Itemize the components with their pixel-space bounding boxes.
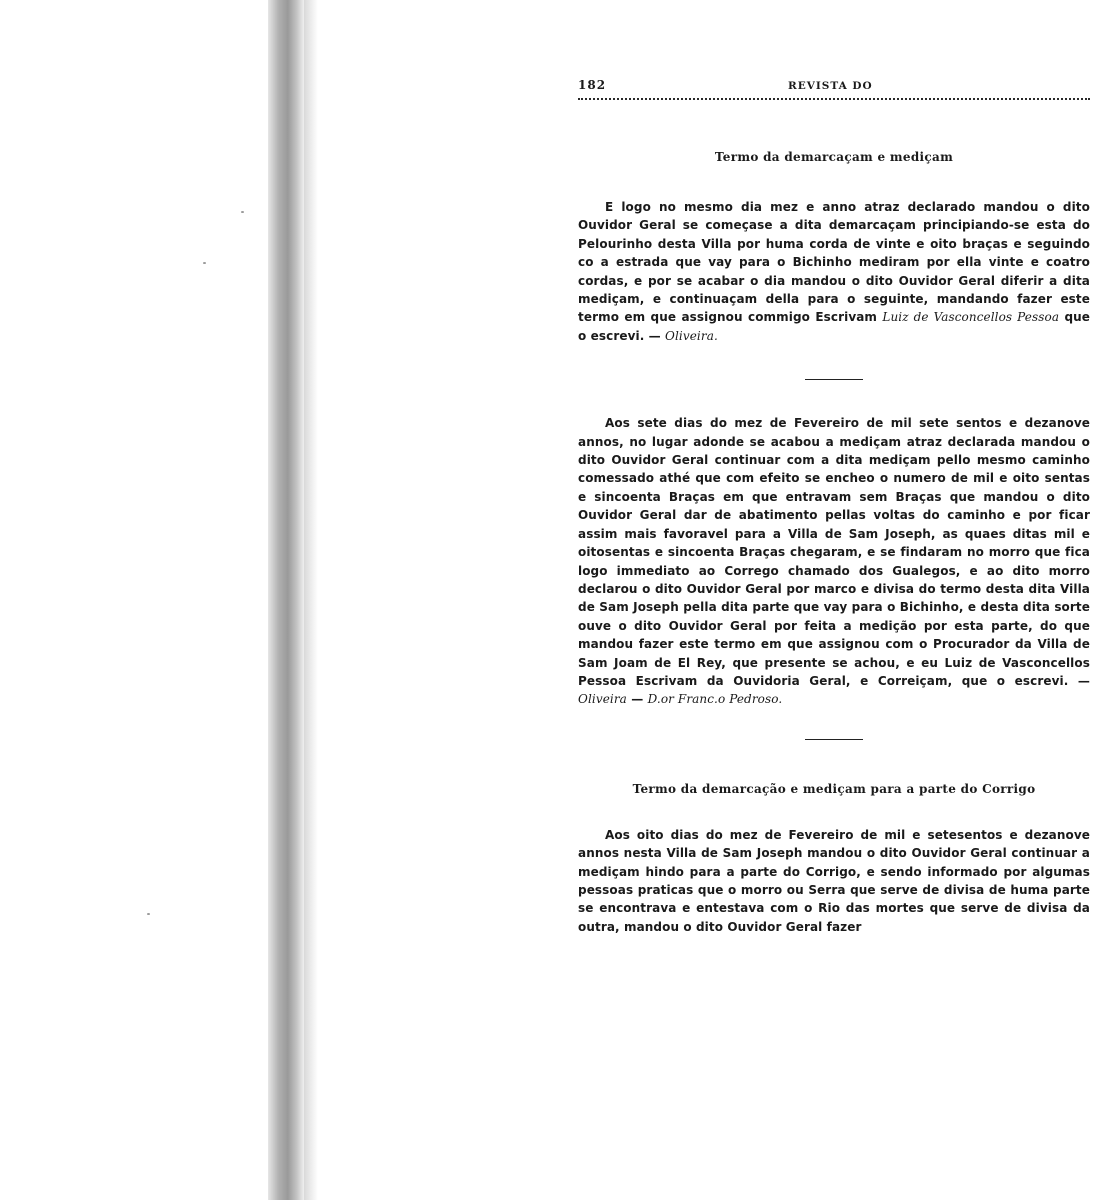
header-rule xyxy=(578,98,1090,100)
signature-escrivam: Luiz de Vasconcellos Pessoa xyxy=(882,310,1060,325)
section-separator xyxy=(805,739,863,740)
paper-speck xyxy=(241,211,244,213)
paragraph-demarcacao xyxy=(578,198,1090,345)
section-title-corrigo: Termo da demarcação e mediçam para a parte do Corrigo xyxy=(632,781,1036,796)
paper-speck xyxy=(203,262,206,264)
signature-oliveira: Oliveira. xyxy=(665,328,718,343)
journal-title: REVISTA DO xyxy=(788,80,873,92)
paper-speck xyxy=(147,913,150,915)
section-title-demarcacao: Termo da demarcaçam e mediçam xyxy=(714,150,954,164)
paragraph-sete-dias xyxy=(578,414,1090,709)
book-page xyxy=(578,72,1090,936)
signature-pedroso: D.or Franc.o Pedroso. xyxy=(647,692,783,707)
paragraph-text: Aos sete dias do mez de Fevereiro de mil sete sentos e dezanove annos, no lugar adonde se acabou a mediçam atraz declarada mandou o dito Ouvidor Geral continuar com a dita mediçam pello mesmo caminho comessado athé que com efeito se encheo o numero de mil e oito sentas e sincoenta Braças em que entravam sem Braças que mandou o dito Ouvidor Geral dar de abatimento pellas voltas do caminho e por ficar assim mais favoravel para a Villa de Sam Joseph, as quaes ditas mil e oitosentas e sincoenta Braças chegaram, e se findaram no morro que fica logo immediato ao Corrego chamado dos Gualegos, e ao dito morro declarou o dito Ouvidor Geral por marco e divisa do termo desta dita Villa de Sam Joseph pella dita parte que vay para o Bichinho, e desta dita sorte ouve o dito Ouvidor Geral por feita a medição por esta parte, do que mandou fazer este termo em que assignou com o Procurador da Villa de Sam Joam de El Rey, que presente se achou, e eu Luiz de Vasconcellos Pessoa Escrivam da Ouvidoria Geral, e Correiçam, que o escrevi. — xyxy=(578,416,1090,688)
paragraph-text: Aos oito dias do mez de Fevereiro de mil e setesentos e dezanove annos nesta Villa de Sam Joseph mandou o dito Ouvidor Geral continuar a mediçam hindo para a parte do Corrigo, e sendo informado por algumas pessoas praticas que o morro ou Serra que serve de divisa de huma parte se encontrava e entestava com o Rio das mortes que serve de divisa da outra, mandou o dito Ouvidor Geral fazer xyxy=(578,827,1090,934)
page-number: 182 xyxy=(578,78,607,92)
dash: — xyxy=(631,692,644,707)
paragraph-text: E logo no mesmo dia mez e anno atraz declarado mandou o dito Ouvidor Geral se começase a dita demarcaçam principiando-se esta do Pelourinho desta Villa por huma corda de vinte e oito braças e seguindo co a estrada que vay para o Bichinho mediram por ella vinte e coatro cordas, e por se acabar o dia mandou o dito Ouvidor Geral diferir a dita mediçam, e continuaçam della para o seguinte, mandando fazer este termo em que assignou commigo Escrivam xyxy=(578,200,1090,325)
gutter-shadow xyxy=(304,0,318,1200)
signature-oliveira: Oliveira xyxy=(578,692,627,707)
section-separator xyxy=(805,379,863,380)
running-head xyxy=(578,72,1090,94)
paragraph-oito-dias xyxy=(578,826,1090,936)
binding-gutter xyxy=(268,0,304,1200)
closing-text: que o escrevi. — xyxy=(578,310,1091,343)
